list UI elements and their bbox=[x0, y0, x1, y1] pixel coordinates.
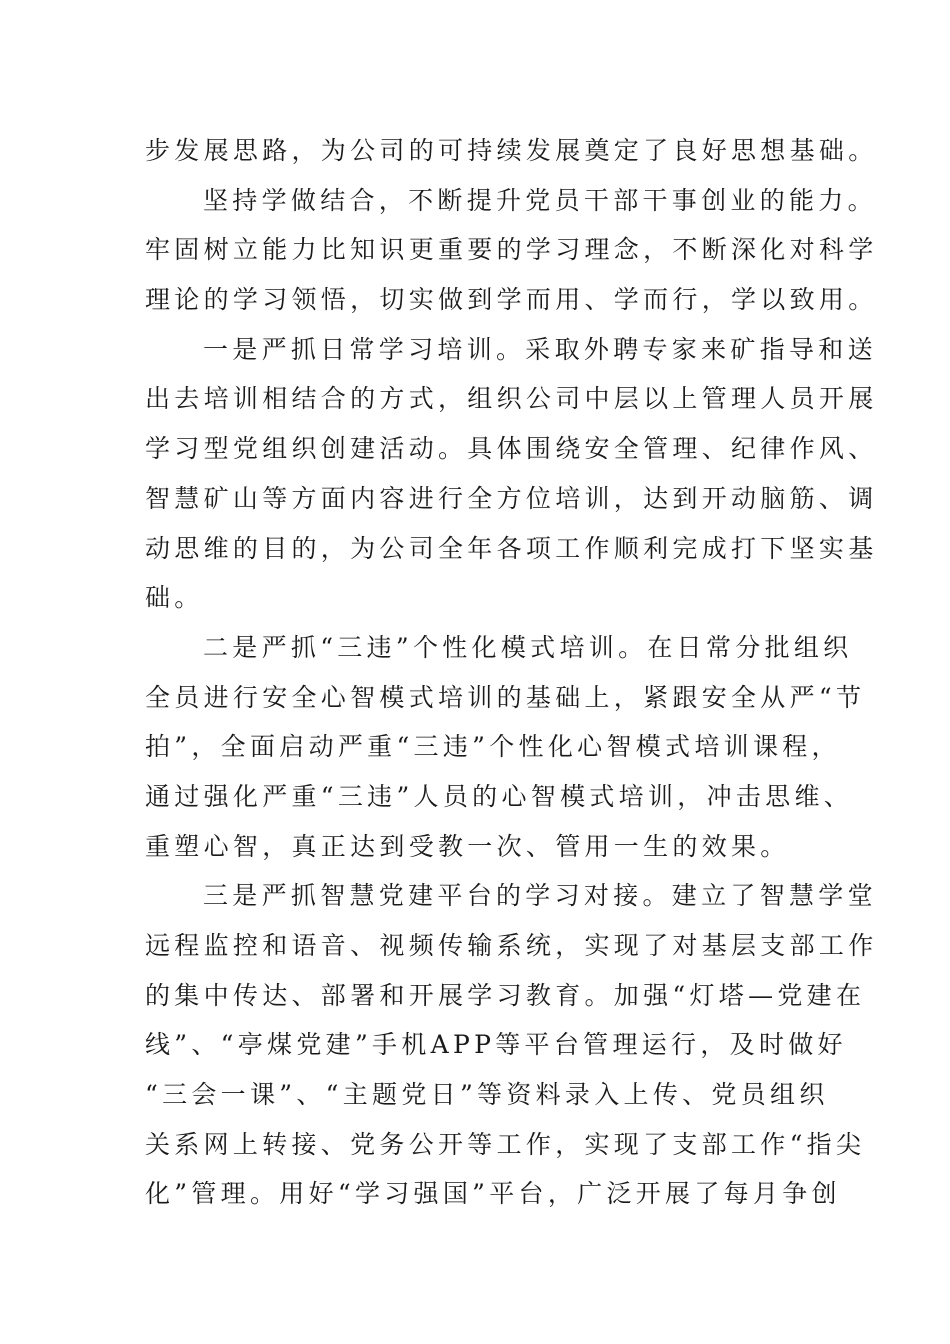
text-line: 一是严抓日常学习培训。采取外聘专家来矿指导和送 bbox=[203, 334, 877, 364]
text-line: 动思维的目的，为公司全年各项工作顺利完成打下坚实基 bbox=[145, 533, 878, 563]
text-line: 理论的学习领悟，切实做到学而用、学而行，学以致用。 bbox=[145, 285, 878, 315]
text-line: 三是严抓智慧党建平台的学习对接。建立了智慧学堂 bbox=[203, 881, 877, 911]
text-line: 二是严抓“三违”个性化模式培训。在日常分批组织 bbox=[203, 632, 853, 662]
text-line: 出去培训相结合的方式，组织公司中层以上管理人员开展 bbox=[145, 384, 878, 414]
text-line: 础。 bbox=[145, 583, 204, 613]
text-line: 学习型党组织创建活动。具体围绕安全管理、纪律作风、 bbox=[145, 434, 878, 464]
text-line: “三会一课”、“主题党日”等资料录入上传、党员组织 bbox=[145, 1080, 829, 1110]
document-body bbox=[145, 126, 878, 1219]
text-line: 化”管理。用好“学习强国”平台，广泛开展了每月争创 bbox=[145, 1179, 841, 1209]
text-line: 的集中传达、部署和开展学习教育。加强“灯塔—党建在 bbox=[145, 980, 866, 1010]
text-line: 线”、“亭煤党建”手机APP等平台管理运行，及时做好 bbox=[145, 1030, 847, 1060]
text-line: 牢固树立能力比知识更重要的学习理念，不断深化对科学 bbox=[145, 235, 878, 265]
text-line: 重塑心智，真正达到受教一次、管用一生的效果。 bbox=[145, 831, 790, 861]
text-line: 全员进行安全心智模式培训的基础上，紧跟安全从严“节 bbox=[145, 682, 866, 712]
text-line: 远程监控和语音、视频传输系统，实现了对基层支部工作 bbox=[145, 931, 878, 960]
text-line: 通过强化严重“三违”人员的心智模式培训，冲击思维、 bbox=[145, 781, 854, 811]
text-line: 步发展思路，为公司的可持续发展奠定了良好思想基础。 bbox=[145, 136, 878, 165]
text-line: 坚持学做结合，不断提升党员干部干事创业的能力。 bbox=[203, 185, 877, 215]
text-line: 拍”，全面启动严重“三违”个性化心智模式培训课程， bbox=[145, 732, 841, 762]
text-line: 智慧矿山等方面内容进行全方位培训，达到开动脑筋、调 bbox=[145, 483, 878, 513]
text-line: 关系网上转接、党务公开等工作，实现了支部工作“指尖 bbox=[145, 1129, 866, 1159]
